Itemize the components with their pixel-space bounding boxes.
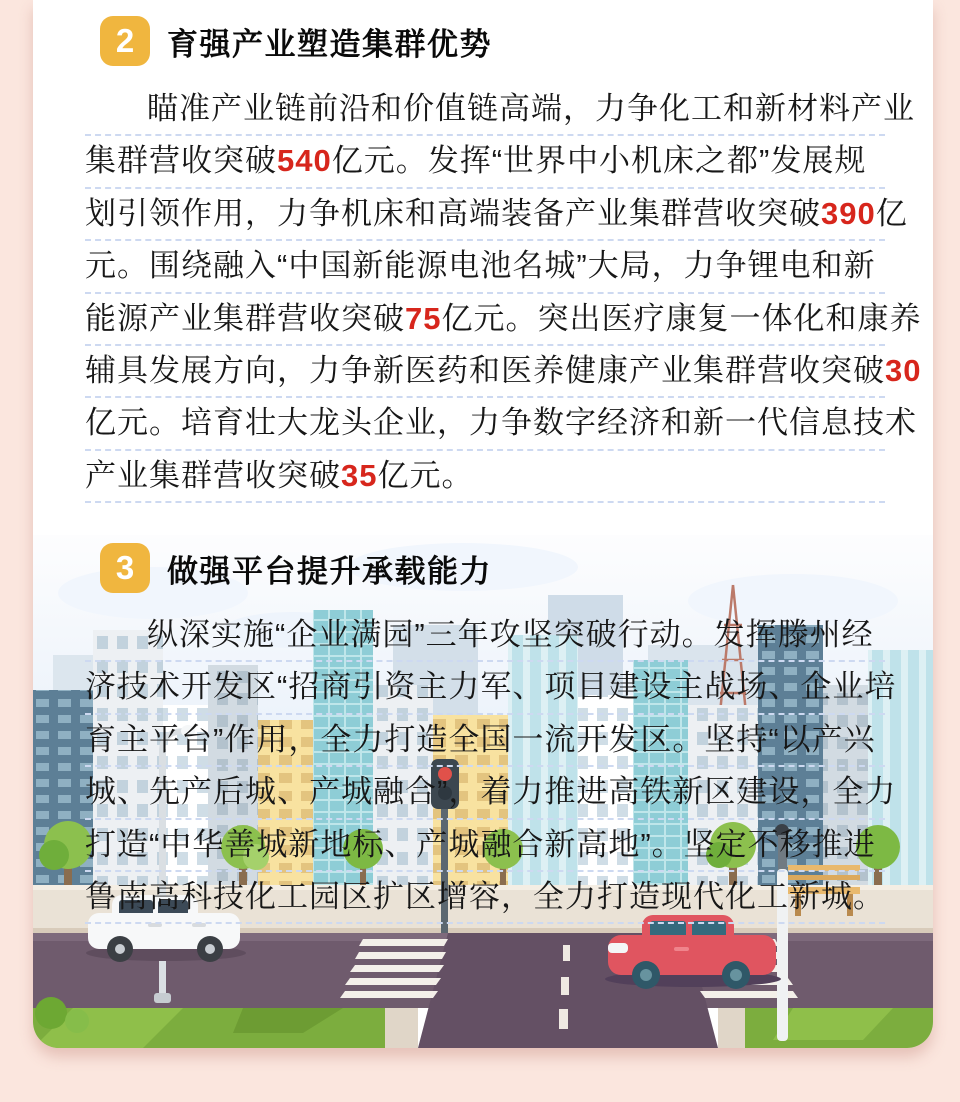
section-2-header: [100, 16, 492, 66]
text-line: [85, 820, 885, 872]
highlight-number: 35: [341, 457, 378, 493]
text-line: [85, 767, 897, 819]
text-line: [85, 189, 908, 241]
section-3-paragraph: [85, 610, 897, 924]
text-segment: 鲁南高科技化工园区扩区增容，全力打造现代化工新城。: [85, 878, 885, 914]
section-2-title: 育强产业塑造集群优势: [167, 26, 492, 62]
text-segment: 辅具发展方向，力争新医药和医养健康产业集群营收突破: [85, 352, 885, 388]
text-line: [85, 241, 885, 293]
text-segment: 亿元。突出医疗康复一体化和康养: [441, 300, 922, 336]
text-segment: 城、先产后城、产城融合”，着力推进高铁新区建设，全力: [85, 774, 897, 810]
text-line: [85, 662, 897, 714]
section-3-badge: 3: [100, 543, 150, 593]
text-segment: 济技术开发区“招商引资主力军、项目建设主战场、企业培: [85, 669, 897, 705]
text-segment: 元。围绕融入“中国新能源电池名城”大局，力争锂电和新: [85, 248, 876, 284]
text-segment: 产业集群营收突破: [85, 457, 341, 493]
grass-right: [718, 1008, 933, 1048]
text-segment: 亿元。培育壮大龙头企业，力争数字经济和新一代信息技术: [85, 405, 917, 441]
text-line: [85, 136, 885, 188]
text-line: [85, 451, 885, 503]
text-segment: 亿: [875, 195, 908, 231]
content-card: [33, 0, 933, 1048]
text-line: [85, 872, 885, 924]
highlight-number: 390: [821, 195, 876, 231]
text-segment: 育主平台”作用，全力打造全国一流开发区。坚持“以产兴: [85, 721, 876, 757]
section-3-title: 做强平台提升承载能力: [167, 553, 492, 589]
highlight-number: 75: [405, 300, 442, 336]
text-line: [85, 715, 885, 767]
highlight-number: 540: [277, 143, 332, 179]
section-2-paragraph: [85, 84, 922, 503]
section-2-badge: 2: [100, 16, 150, 66]
section-3-header: [100, 543, 492, 593]
text-segment: 纵深实施“企业满园”三年攻坚突破行动。发挥滕州经: [147, 617, 874, 652]
text-segment: 亿元。: [377, 457, 474, 493]
text-line: [85, 398, 917, 450]
text-segment: 集群营收突破: [85, 143, 277, 179]
text-segment: 划引领作用，力争机床和高端装备产业集群营收突破: [85, 195, 821, 231]
text-segment: 能源产业集群营收突破: [85, 300, 405, 336]
text-segment: 瞄准产业链前沿和价值链高端，力争化工和新材料产业: [147, 91, 915, 126]
text-line: [85, 84, 915, 136]
text-line: [85, 294, 922, 346]
text-segment: 打造“中华善城新地标、产城融合新高地”。坚定不移推进: [85, 826, 876, 862]
highlight-number: 30: [885, 352, 922, 388]
text-line: [85, 346, 922, 398]
text-segment: 亿元。发挥“世界中小机床之都”发展规: [331, 143, 867, 179]
text-line: [85, 610, 885, 662]
